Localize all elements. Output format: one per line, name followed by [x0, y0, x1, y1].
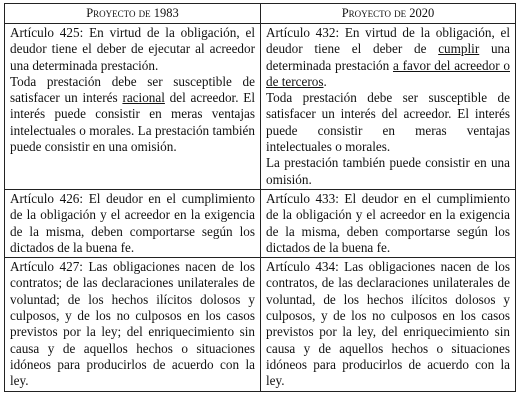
underlined-text: cumplir — [438, 41, 480, 57]
text-span: Artículo 432: En virtud de la obligación, el deudor tiene el deber de — [266, 25, 510, 57]
text-span: . — [323, 73, 327, 89]
underlined-text: a favor del acreedor o de terceros — [266, 57, 510, 89]
table-row — [5, 24, 516, 190]
cell-1983-art-425 — [5, 24, 261, 190]
paragraph: Artículo 427: Las obligaciones nacen de los contratos; de las declaraciones unilaterales de voluntad; de los hechos ilícitos dolosos y culposos, y de los no culposos en los casos previstos por la ley; del enriquecimiento sin causa y de aquellos hechos o situaciones idóneos para producirlos de acuerdo con la ley. — [10, 259, 255, 389]
cell-2020-art-433 — [261, 189, 516, 257]
paragraph — [10, 74, 255, 155]
header-1983: Proyecto de 1983 — [5, 4, 261, 24]
table-row — [5, 258, 516, 391]
header-2020: Proyecto de 2020 — [261, 4, 516, 24]
cell-1983-art-427 — [5, 258, 261, 391]
paragraph: Artículo 434: Las obligaciones nacen de los contratos, de las declaraciones unilaterales de voluntad, de los hechos ilícitos dolosos y culposos, y de los no culposos en los casos previstos por la ley, del enriquecimiento sin causa y de aquellos hechos o situaciones idóneos para producirlos de acuerdo con la ley. — [266, 259, 510, 389]
text-span: una determinada prestación — [266, 41, 510, 73]
paragraph — [266, 25, 510, 90]
paragraph: Artículo 425: En virtud de la obligación, el deudor tiene el deber de ejecutar al acreedor una determinada prestación. — [10, 25, 255, 73]
cell-2020-art-432 — [261, 24, 516, 190]
paragraph: La prestación también puede consistir en una omisión. — [266, 155, 510, 187]
header-row — [5, 4, 516, 24]
underlined-text: racional — [122, 90, 165, 106]
cell-2020-art-434 — [261, 258, 516, 391]
paragraph: Artículo 426: El deudor en el cumplimiento de la obligación y el acreedor en la exigencia de la misma, deben comportarse según los dictados de la buena fe. — [10, 190, 255, 255]
text-span: del acreedor. El interés puede consistir en meras ventajas intelectuales o morales. La prestación también puede consistir en una omisión. — [10, 90, 255, 155]
paragraph: Toda prestación debe ser susceptible de satisfacer un interés del acreedor. El interés puede consistir en meras ventajas intelectuales o morales. — [266, 90, 510, 155]
paragraph: Artículo 433: El deudor en el cumplimiento de la obligación y el acreedor en la exigencia de la misma, deben comportarse según los dictados de la buena fe. — [266, 190, 510, 255]
table-row — [5, 189, 516, 257]
comparison-table-container — [4, 3, 515, 392]
cell-1983-art-426 — [5, 189, 261, 257]
text-span: Toda prestación debe ser susceptible de satisfacer un interés — [10, 73, 255, 106]
comparison-table — [4, 3, 516, 392]
